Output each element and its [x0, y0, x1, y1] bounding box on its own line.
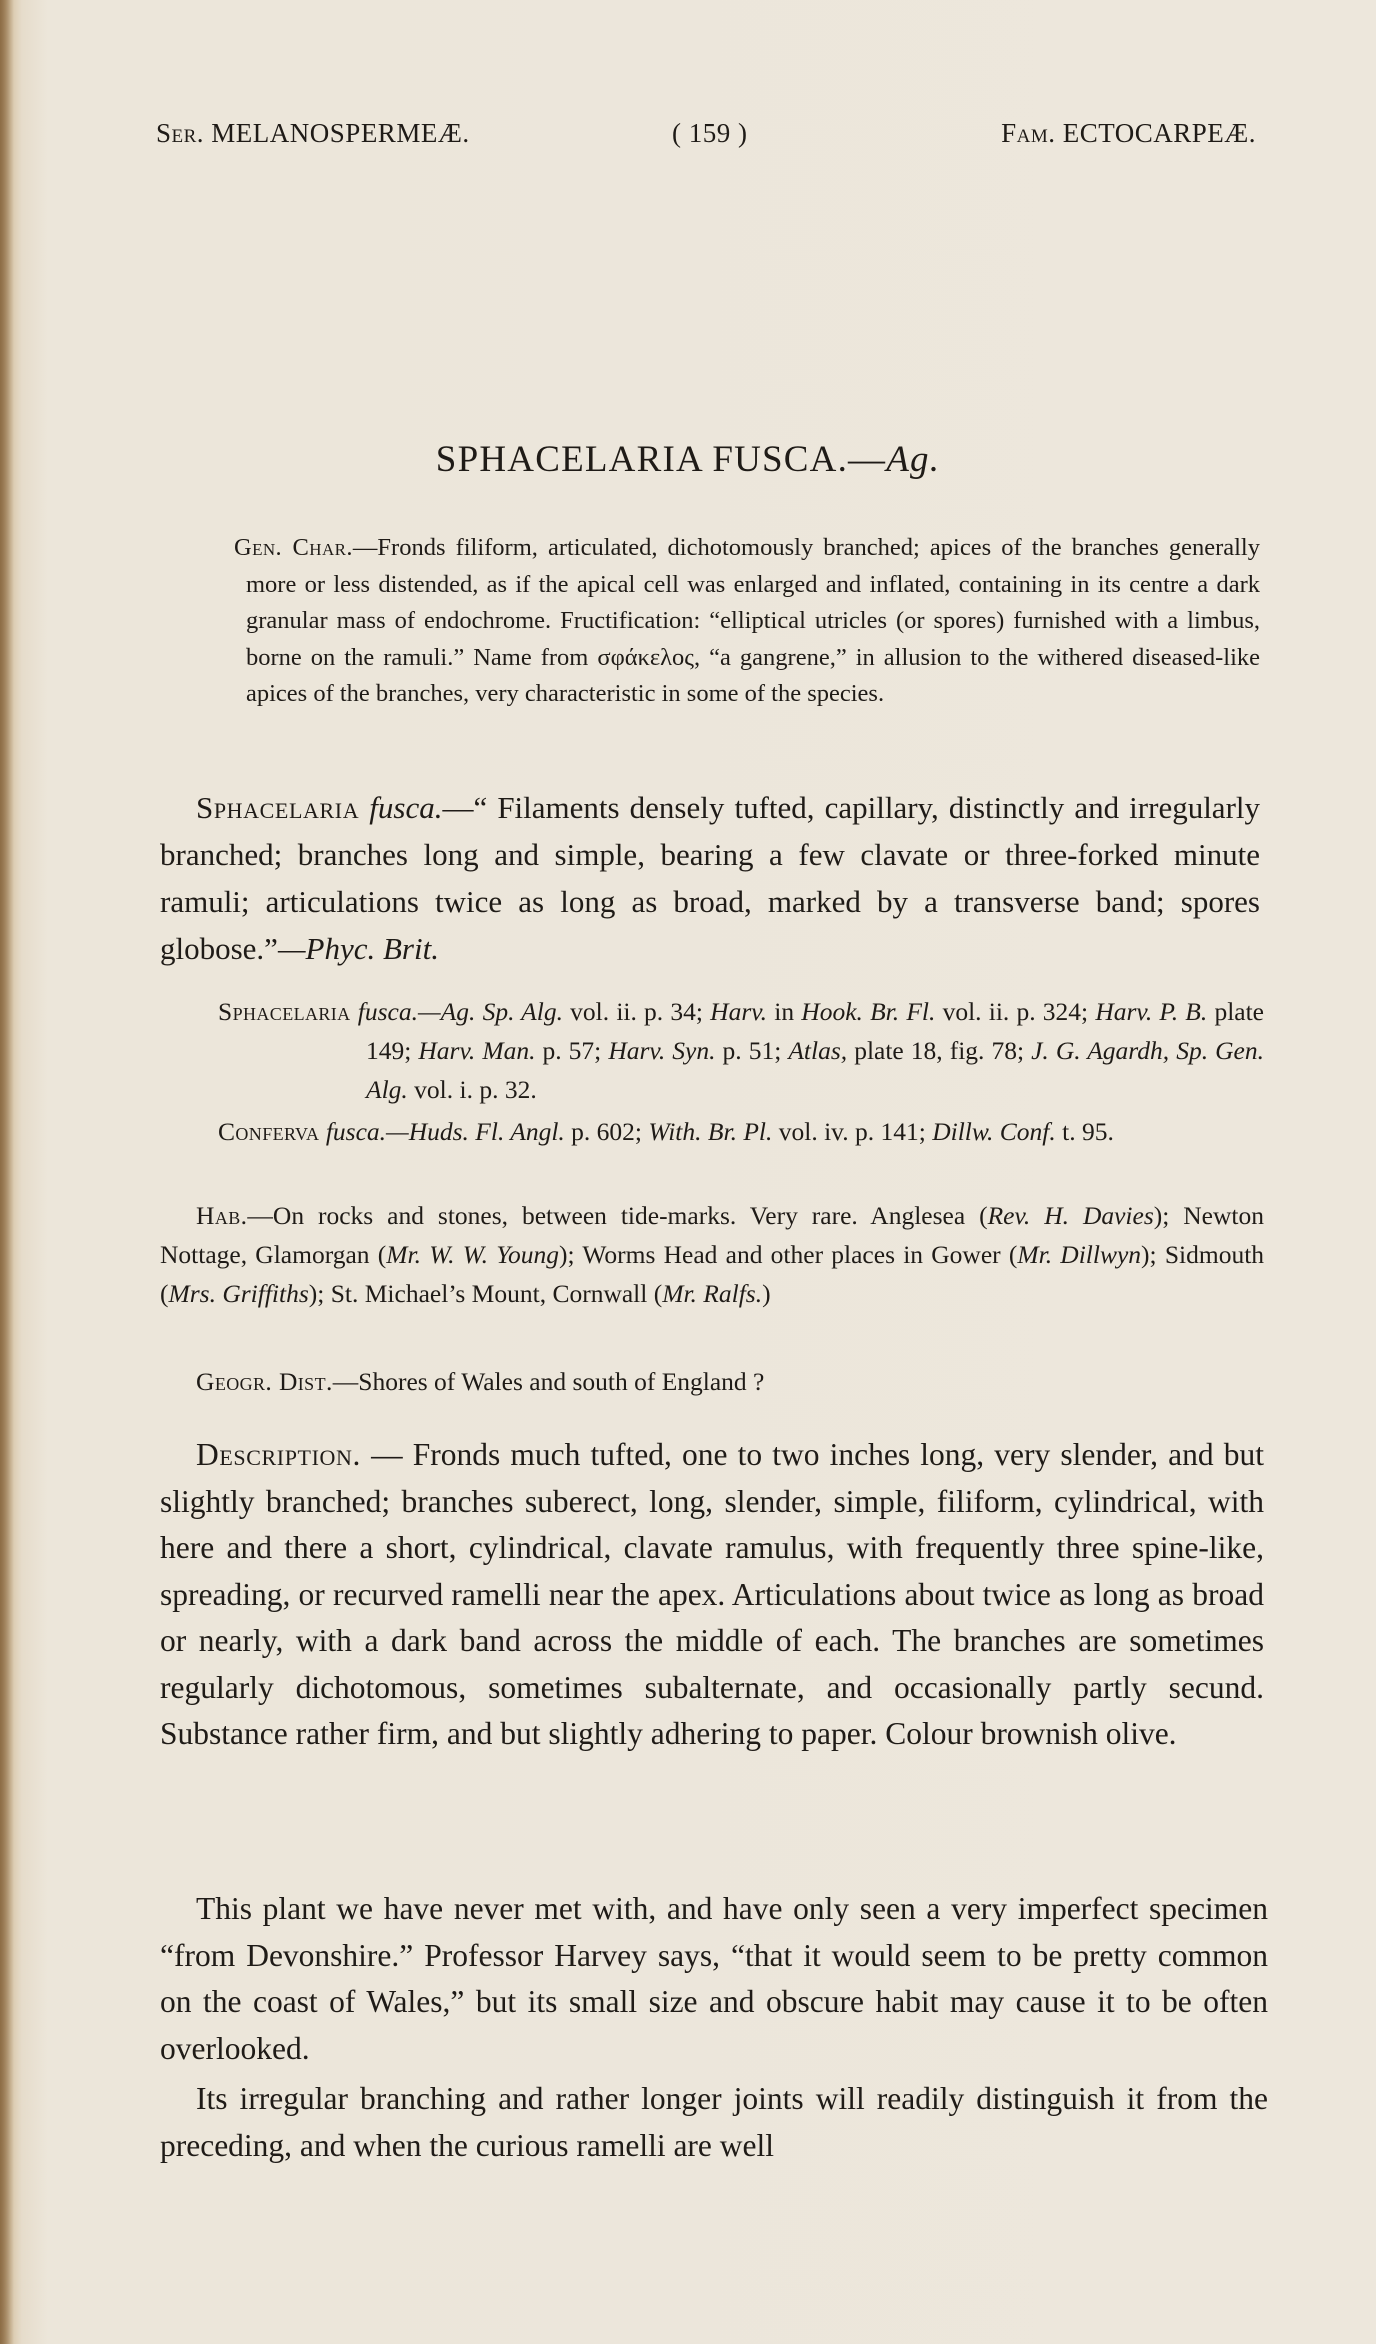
citation-italic: With. Br. Pl. [648, 1117, 773, 1146]
citation-italic: Mr. Dillwyn [1017, 1240, 1142, 1269]
description-text: — Fronds much tufted, one to two inches long, very slender, and but slightly branched; branches suberect, long, slender, simple, filiform, cylindrical, with here and there a short, cylindrical, clavate ramulus, with frequently three spine-like, spreading, or recurved ramelli near the apex. Articulations about twice as long as broad or nearly, with a dark band across the middle of each. The branches are sometimes regularly dichotomous, sometimes subalternate, and occasionally partly secund. Substance rather firm, and but slightly adhering to paper. Colour brownish olive. [160, 1437, 1264, 1751]
citation-italic: fusca.—Ag. Sp. Alg. [357, 997, 563, 1026]
citation-text: ); Newton Nottage, Glamorgan ( [160, 1201, 1265, 1269]
citation-italic: Rev. H. Davies [987, 1201, 1154, 1230]
synonym-sphacelaria [218, 992, 1264, 1109]
remarks [160, 1886, 1268, 2173]
citation-italic: J. G. Agardh, Sp. Gen. Alg. [366, 1036, 1264, 1104]
citation-text: ); St. Michael’s Mount, Cornwall ( [308, 1279, 663, 1308]
citation-text: p. 57; [535, 1036, 609, 1065]
citation-italic: Mr. W. W. Young [386, 1240, 560, 1269]
geogr-text: —Shores of Wales and south of England ? [332, 1367, 765, 1396]
diagnosis-text: —“ Filaments densely tufted, capillary, distinctly and irregularly branched; branches long and simple, bearing a few clavate or three-forked minute ramuli; articulations twice as long as broad, marked by a transverse band; spores globose.” [160, 790, 1261, 966]
citation-text: t. 95. [1055, 1117, 1114, 1146]
diagnosis-source: —Phyc. Brit. [277, 931, 439, 966]
citation-italic: Mrs. Griffiths [168, 1279, 309, 1308]
citation-italic: Harv. [710, 997, 768, 1026]
gen-char-label: Gen. Char. [234, 534, 353, 561]
remark-paragraph: This plant we have never met with, and have only seen a very imperfect specimen “from Devonshire.” Professor Harvey says, “that it would seem to be pretty common on the coast of Wales,” but its small size and obscure habit may cause it to be often overlooked. [160, 1891, 1268, 2066]
citation-italic: Mr. Ralfs. [662, 1279, 763, 1308]
citation-text: ) [762, 1279, 771, 1308]
habitat [160, 1196, 1264, 1313]
citation-text: ); Worms Head and other places in Gower ( [559, 1240, 1018, 1269]
running-head-series: Ser. MELANOSPERMEÆ. [156, 118, 470, 148]
species-title-author: Ag. [886, 439, 941, 480]
citation-text: plate 149; [366, 997, 1265, 1065]
citation-text: in [767, 997, 802, 1026]
citation-text: ); Sidmouth ( [160, 1240, 1265, 1308]
remark-paragraph: Its irregular branching and rather longer joints will readily distinguish it from the preceding, and when the curious ramelli are well [160, 2081, 1268, 2163]
gen-char-text: —Fronds filiform, articulated, dichotomously branched; apices of the branches generally more or less distended, as if the apical cell was enlarged and inflated, containing in its centre a dark granular mass of endochrome. Fructification: “elliptical utricles (or spores) furnished with a limbus, borne on the ramuli.” Name from σφάκελος, “a gangrene,” in allusion to the withered diseased-like apices of the branches, very characteristic in some of the species. [246, 534, 1260, 707]
geogr-label: Geogr. Dist. [196, 1367, 333, 1396]
species-diagnosis [160, 784, 1260, 972]
citation-italic: Hook. Br. Fl. [801, 997, 936, 1026]
citation-text: vol. ii. p. 34; [562, 997, 711, 1026]
citation-text: vol. i. p. 32. [407, 1075, 537, 1104]
description [160, 1432, 1264, 1758]
citation-italic: Harv. Syn. [608, 1036, 716, 1065]
synonym-genus: Conferva [218, 1117, 320, 1146]
citation-italic: fusca.—Huds. Fl. Angl. [325, 1117, 565, 1146]
page-number: ( 159 ) [672, 118, 748, 148]
synonym-genus: Sphacelaria [218, 997, 351, 1026]
citation-text: plate 18, fig. 78; [847, 1036, 1032, 1065]
species-title-name: SPHACELARIA FUSCA.— [435, 439, 887, 480]
spine-shadow [0, 0, 14, 2344]
habitat-label: Hab. [196, 1201, 248, 1230]
citation-text: vol. ii. p. 324; [935, 997, 1096, 1026]
citation-italic: Harv. P. B. [1095, 997, 1208, 1026]
synonym-conferva [218, 1112, 1264, 1151]
citation-text [351, 997, 358, 1026]
diagnosis-species: fusca. [369, 790, 443, 825]
citation-italic: Atlas, [788, 1036, 848, 1065]
species-title [0, 438, 1376, 481]
running-head [156, 118, 1256, 158]
citation-italic: Harv. Man. [418, 1036, 536, 1065]
citation-text: —On rocks and stones, between tide-marks. Very rare. Anglesea ( [247, 1201, 988, 1230]
description-label: Description. [196, 1437, 361, 1472]
generic-character [160, 530, 1260, 713]
citation-text: p. 602; [564, 1117, 649, 1146]
citation-text: vol. iv. p. 141; [772, 1117, 933, 1146]
running-head-family: Fam. ECTOCARPEÆ. [1001, 118, 1256, 148]
diagnosis-genus: Sphacelaria [196, 790, 360, 825]
citation-italic: Dillw. Conf. [932, 1117, 1056, 1146]
citation-text: p. 51; [715, 1036, 789, 1065]
geographic-distribution [160, 1362, 1264, 1401]
